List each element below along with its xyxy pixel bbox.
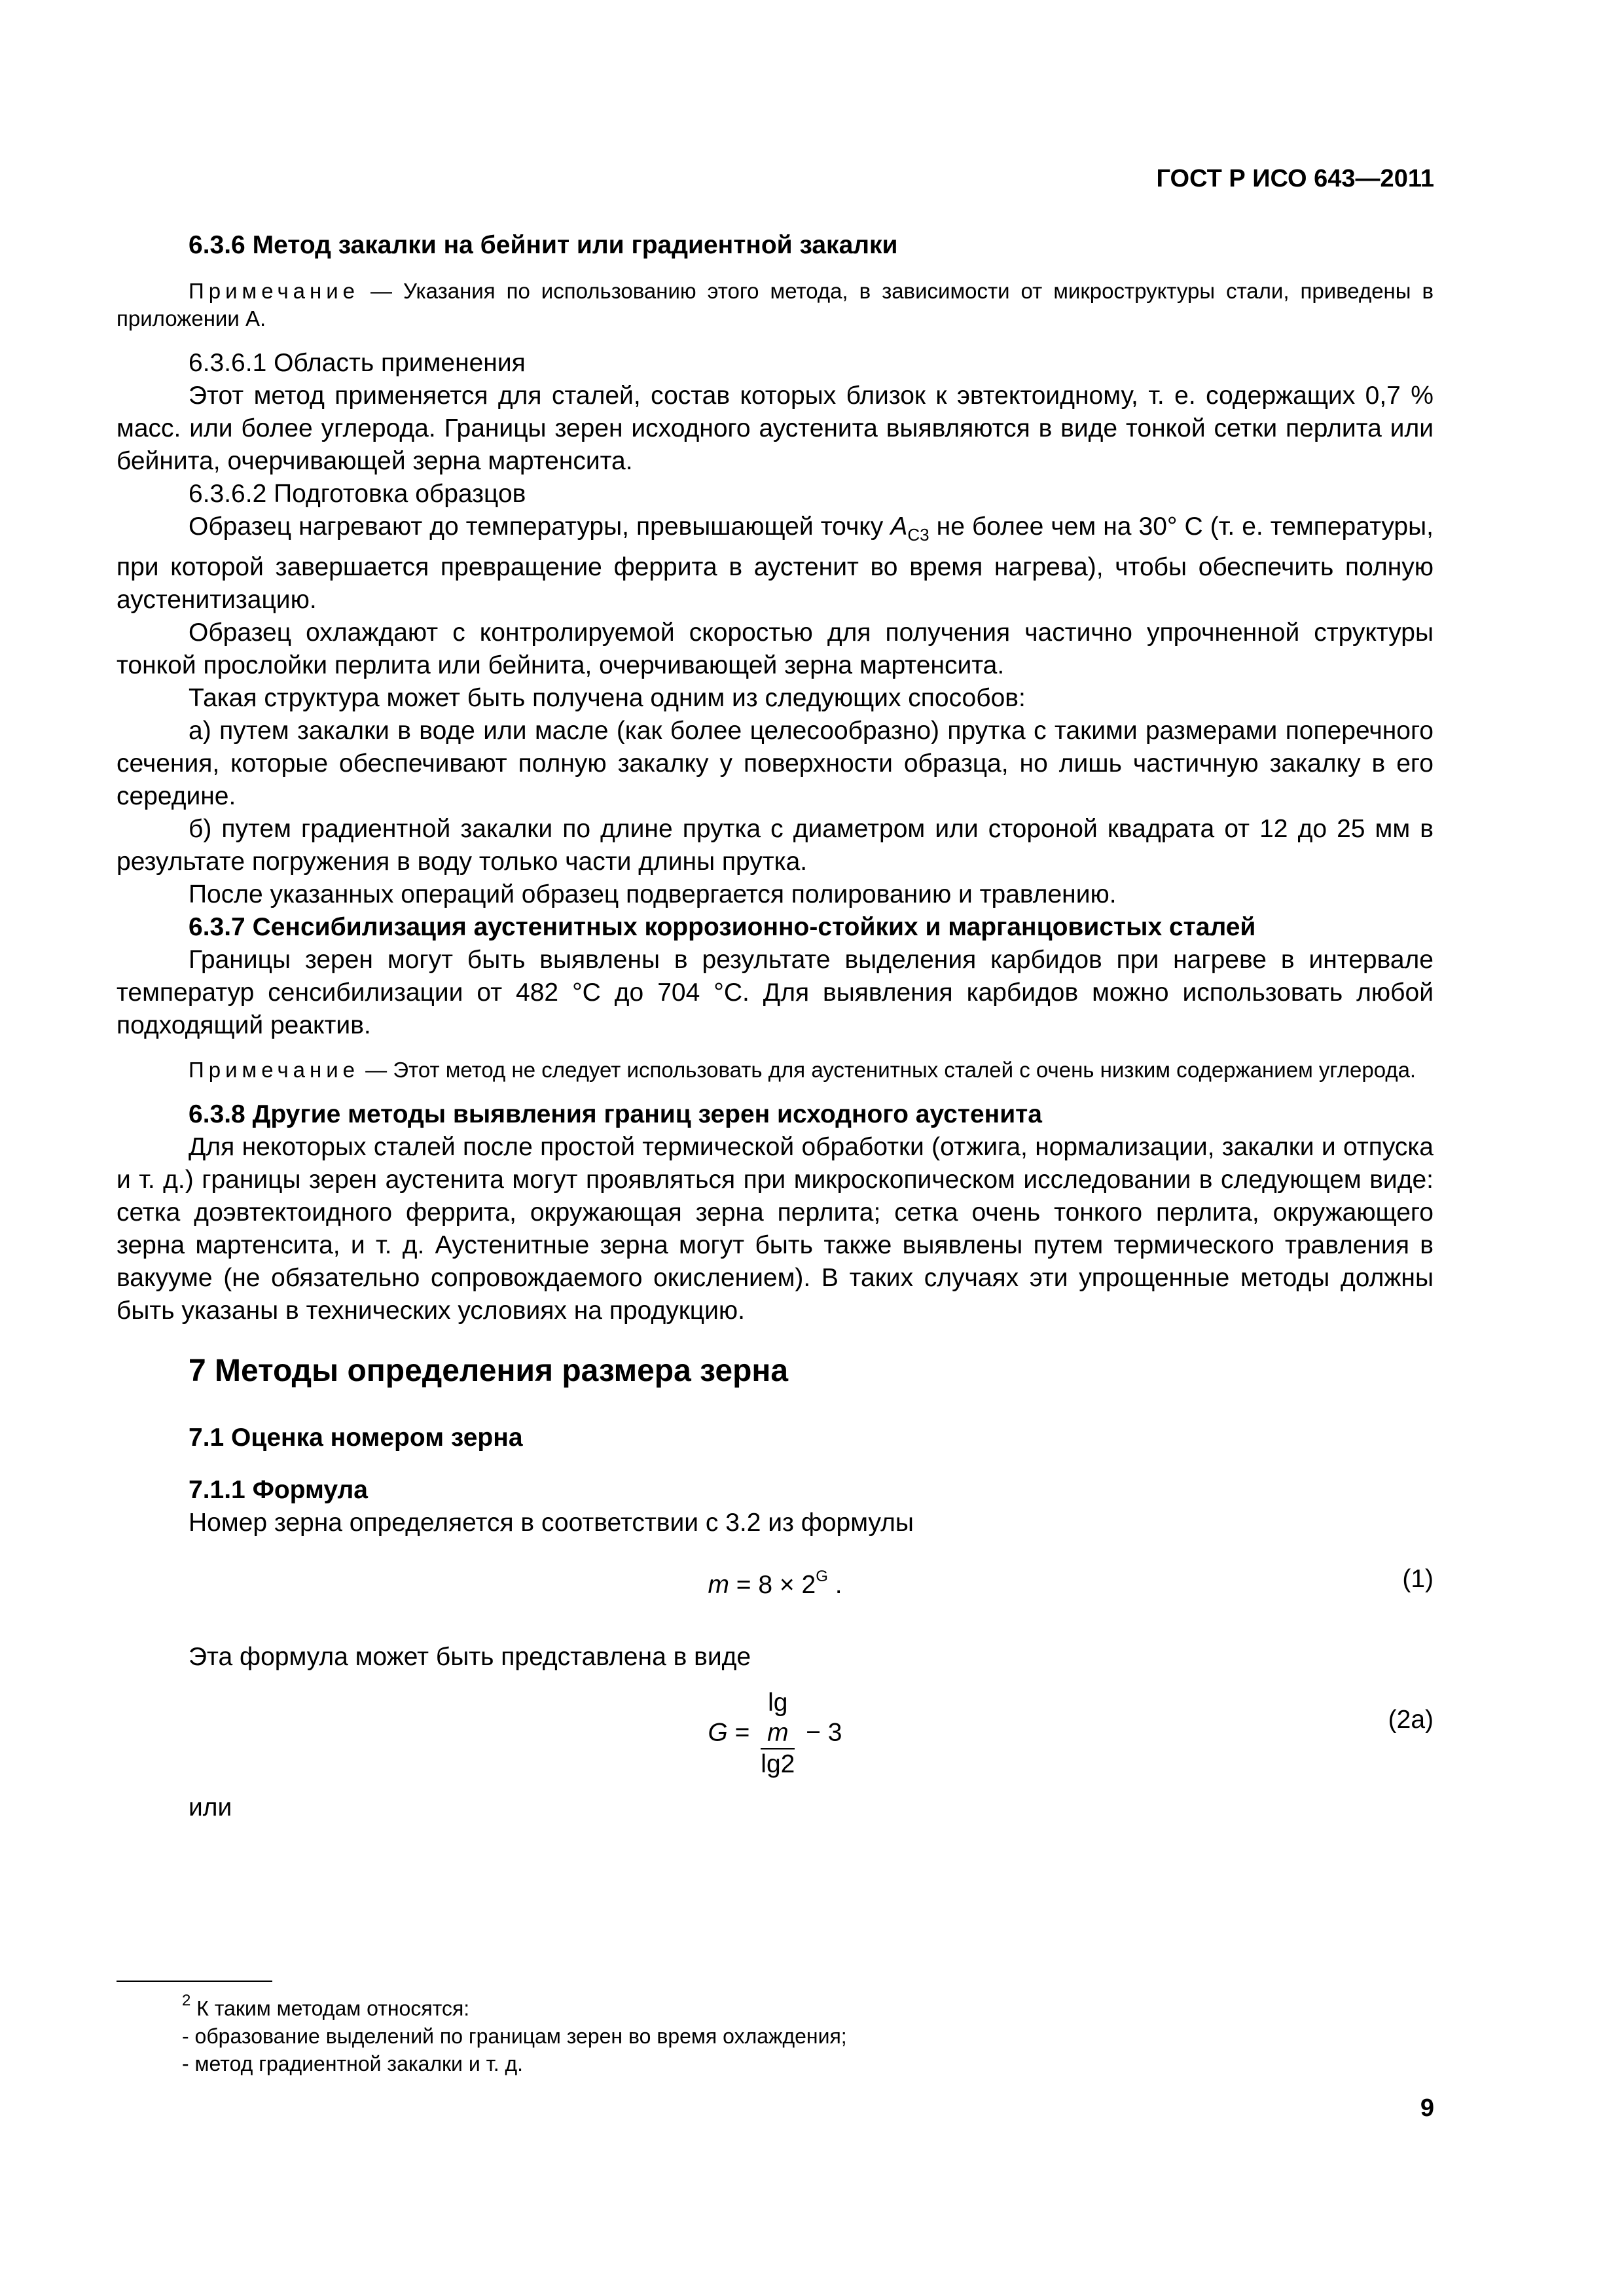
note-6-3-6 (117, 278, 1434, 332)
formula-2a-number: (2а) (1388, 1705, 1434, 1734)
text-part: Образец нагревают до температуры, превышающей точку (189, 512, 891, 541)
word-or: или (189, 1793, 232, 1821)
paragraph-methods-intro: Такая структура может быть получена одним из следующих способов: (189, 683, 1026, 712)
numerator-m: m (767, 1718, 789, 1747)
fraction (761, 1688, 795, 1780)
var-g-superscript: G (816, 1567, 828, 1585)
section-6-3-6-1-title: 6.3.6.1 Область применения (189, 349, 526, 377)
footnote-text: К таким методам относятся: (190, 1996, 470, 2020)
formula-intro: Номер зерна определяется в соответствии с 3.2 из формулы (189, 1508, 914, 1537)
note-text: — Этот метод не следует использовать для аустенитных сталей с очень низким содержанием углерода. (359, 1057, 1416, 1082)
page-number: 9 (1420, 2094, 1434, 2122)
numerator-lg: lg (768, 1688, 788, 1717)
section-6-3-6-2-title: 6.3.6.2 Подготовка образцов (189, 480, 526, 508)
footnote-separator (117, 1981, 272, 1982)
document-body (117, 229, 1434, 1824)
section-6-3-8-text: Для некоторых сталей после простой термической обработки (отжига, нормализации, закалки и отпуска и т. д.) границы зерен аустенита могут проявляться при микроскопическом исследовании в следующем виде: сетка доэвтектоидного феррита, окружающая зерна перлита; сетка очень тонкого перлита, окружающего зерна мартенсита, и т. д. Аустенитные зерна могут быть также выявлены путем термического травления в вакууме (не обязательно сопровождаемого окислением). В таких случаях эти упрощенные методы должны быть указаны в технических условиях на продукцию. (117, 1132, 1434, 1325)
text-part: не более чем на 30° С (т. е. температуры, при которой завершается превращение феррита в аустенит во время нагрева), чтобы обеспечить полную аустенитизацию. (117, 512, 1434, 614)
var-g: G (708, 1718, 728, 1747)
formula-2a-expression (117, 1688, 1434, 1780)
paragraph-polishing: После указанных операций образец подвергается полированию и травлению. (189, 880, 1117, 908)
document-id-header: ГОСТ Р ИСО 643—2011 (1156, 165, 1434, 192)
footnote-line: - образование выделений по границам зерен во время охлаждения; (182, 2024, 847, 2048)
footnote-line: - метод градиентной закалки и т. д. (182, 2051, 524, 2075)
paragraph-heating (117, 511, 1434, 617)
section-6-3-7-text: Границы зерен могут быть выявлены в результате выделения карбидов при нагреве в интервале температур сенсибилизации от 482 °С до 704 °С. Для выявления карбидов можно использовать любой подходящий реактив. (117, 945, 1434, 1039)
note-text: — Указания по использованию этого метода, в зависимости от микроструктуры стали, приведены в приложении А. (117, 279, 1434, 331)
formula-part: − 3 (799, 1718, 842, 1747)
section-6-3-6-heading: 6.3.6 Метод закалки на бейнит или градиентной закалки (189, 231, 898, 259)
section-7-heading: 7 Методы определения размера зерна (189, 1353, 789, 1388)
fraction-numerator (761, 1688, 795, 1749)
note-label: Примечание (189, 279, 360, 303)
footnote-mark: 2 (182, 1992, 191, 2009)
footnote-2 (117, 1990, 1295, 2022)
footnotes (117, 1990, 1295, 2077)
section-7-1-heading: 7.1 Оценка номером зерна (189, 1423, 523, 1452)
note-6-3-7 (117, 1056, 1434, 1084)
section-6-3-7-heading: 6.3.7 Сенсибилизация аустенитных коррозионно-стойких и марганцовистых сталей (189, 912, 1256, 941)
var-m: m (708, 1570, 729, 1599)
formula-part: . (827, 1570, 842, 1599)
formula-1 (117, 1539, 1434, 1615)
formula-part: = 8 × 2 (729, 1570, 816, 1599)
formula-1-number: (1) (1402, 1564, 1434, 1593)
formula-1-expression (117, 1563, 1434, 1602)
formula-2a-intro: Эта формула может быть представлена в виде (189, 1642, 751, 1671)
section-6-3-6-1-text: Этот метод применяется для сталей, состав которых близок к эвтектоидному, т. е. содержащих 0,7 % масс. или более углерода. Границы зерен исходного аустенита выявляются в виде тонкой сетки перлита или бейнита, очерчивающей зерна мартенсита. (117, 382, 1434, 475)
formula-part: = (727, 1718, 757, 1747)
paragraph-cooling: Образец охлаждают с контролируемой скоростью для получения частично упрочненной структуры тонкой прослойки перлита или бейнита, очерчивающей зерна мартенсита. (117, 618, 1434, 679)
symbol-subscript: C3 (907, 524, 929, 545)
formula-2a (117, 1674, 1434, 1778)
list-item-a: а) путем закалки в воде или масле (как более целесообразно) прутка с такими размерами поперечного сечения, которые обеспечивают полную закалку у поверхности образца, но лишь частичную закалку в его середине. (117, 716, 1434, 810)
symbol-a: A (890, 512, 908, 541)
list-item-b: б) путем градиентной закалки по длине прутка с диаметром или стороной квадрата от 12 до 25 мм в результате погружения в воду только части длины прутка. (117, 814, 1434, 876)
section-7-1-1-heading: 7.1.1 Формула (189, 1475, 368, 1504)
section-6-3-8-heading: 6.3.8 Другие методы выявления границ зерен исходного аустенита (189, 1100, 1042, 1128)
note-label: Примечание (189, 1057, 360, 1082)
fraction-denominator: lg2 (761, 1749, 795, 1778)
